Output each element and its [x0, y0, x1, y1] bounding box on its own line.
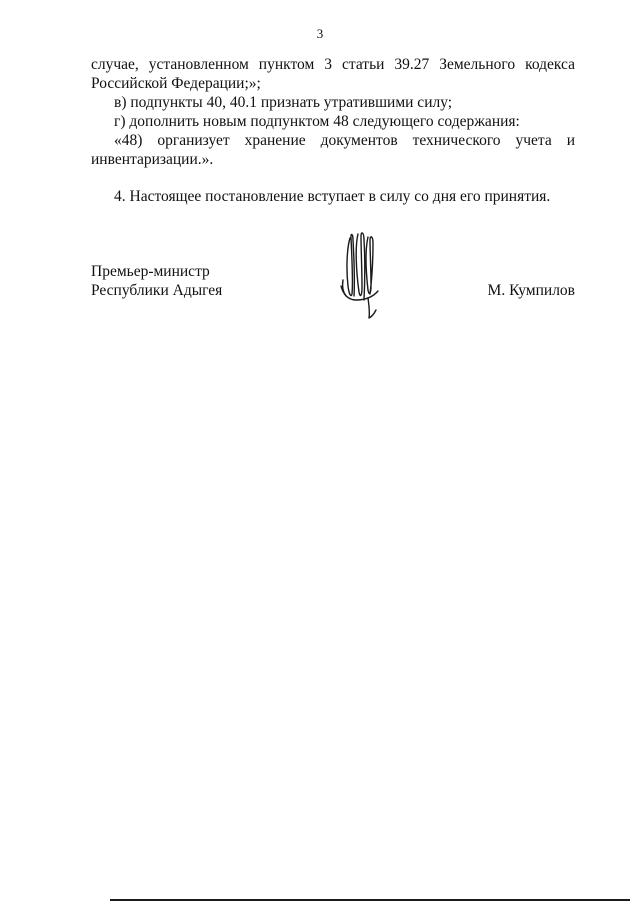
paragraph-clause-4: 4. Настоящее постановление вступает в силу со дня его принятия.	[114, 188, 551, 205]
signatory-position-line-2: Республики Адыгея	[91, 282, 223, 299]
bottom-scan-edge	[110, 899, 630, 901]
paragraph-item-48: «48) организует хранение документов технического учета и инвентаризации.».	[91, 132, 575, 168]
signatory-position	[91, 262, 222, 300]
paragraph-subitem-v: в) подпункты 40, 40.1 признать утратившими силу;	[114, 94, 453, 111]
paragraph-subitem-g: г) дополнить новым подпунктом 48 следующего содержания:	[114, 113, 520, 130]
document-body	[91, 55, 575, 206]
page-number: 3	[316, 26, 324, 41]
paragraph-continuation: случае, установленном пунктом 3 статьи 39.27 Земельного кодекса Российской Федерации;»;	[91, 56, 575, 92]
signatory-position-line-1: Премьер-министр	[91, 263, 210, 280]
signatory-name: М. Кумпилов	[487, 282, 575, 299]
handwritten-signature-icon	[332, 228, 384, 324]
